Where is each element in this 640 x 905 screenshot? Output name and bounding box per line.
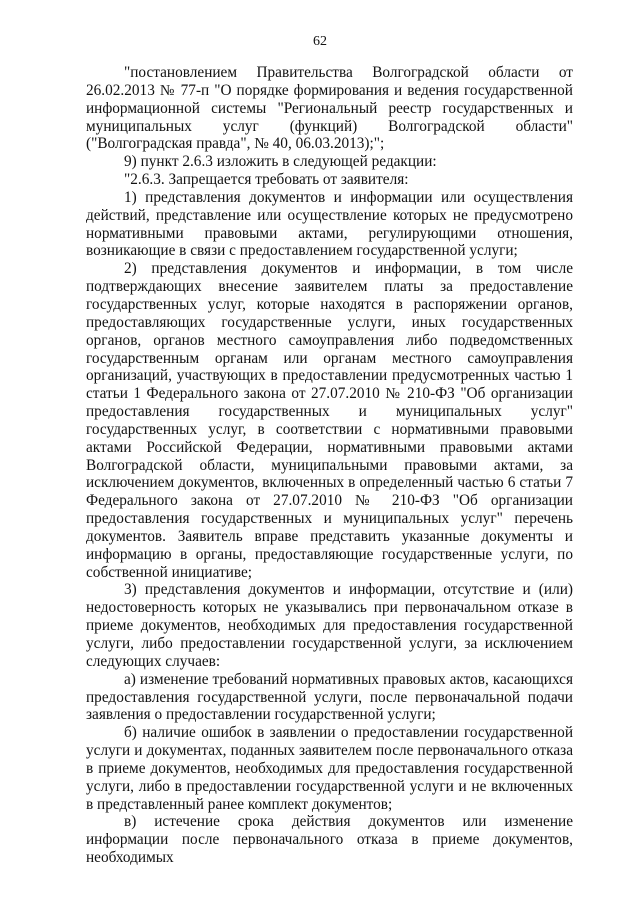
paragraph-clause-2-6-3: "2.6.3. Запрещается требовать от заявителя: (124, 171, 409, 189)
document-body (86, 64, 573, 867)
paragraph-case-b: б) наличие ошибок в заявлении о предоставлении государственной услуги и документах, поданных заявителем после первоначального отказа в приеме документов, необходимых для предоставления государственной услуги, либо в предоставлении государственной услуги и не включенных в представленный ранее комплект документов; (86, 724, 573, 813)
paragraph-case-v: в) истечение срока действия документов или изменение информации после первоначального отказа в приеме документов, необходимых (86, 813, 573, 867)
paragraph-subitem-2: 2) представления документов и информации, в том числе подтверждающих внесение заявителем платы за предоставление государственных услуг, которые находятся в распоряжении органов, предоставляющих государственные услуги, иных государственных органов, органов местного самоуправления либо подведомственных государственным органам или органам местного самоуправления организаций, участвующих в предоставлении предусмотренных частью 1 статьи 1 Федерального закона от 27.07.2010 № 210-ФЗ "Об организации предоставления государственных и муниципальных услуг" государственных услуг, в соответствии с нормативными правовыми актами Российской Федерации, нормативными правовыми актами Волгоградской области, муниципальными правовыми актами, за исключением документов, включенных в определенный частью 6 статьи 7 Федерального закона от 27.07.2010 № 210-ФЗ "Об организации предоставления государственных и муниципальных услуг" перечень документов. Заявитель вправе представить указанные документы и информацию в органы, предоставляющие государственные услуги, по собственной инициативе; (86, 260, 573, 581)
paragraph-decree-reference: "постановлением Правительства Волгоградской области от 26.02.2013 № 77-п "О порядке формирования и ведения государственной информационной системы "Региональный реестр государственных и муниципальных услуг (функций) Волгоградской области" ("Волгоградская правда", № 40, 06.03.2013);"; (86, 64, 573, 153)
paragraph-subitem-3: 3) представления документов и информации, отсутствие и (или) недостоверность которых не указывались при первоначальном отказе в приеме документов, необходимых для предоставления государственной услуги, либо предоставлении государственной услуги, за исключением следующих случаев: (86, 581, 573, 670)
page-number: 62 (313, 34, 327, 49)
paragraph-case-a: а) изменение требований нормативных правовых актов, касающихся предоставления государственной услуги, после первоначальной подачи заявления о предоставлении государственной услуги; (86, 670, 573, 724)
paragraph-item-9: 9) пункт 2.6.3 изложить в следующей редакции: (124, 153, 437, 171)
paragraph-subitem-1: 1) представления документов и информации или осуществления действий, представление или осуществление которых не предусмотрено нормативными правовыми актами, регулирующими отношения, возникающие в связи с предоставлением государственной услуги; (86, 188, 573, 260)
